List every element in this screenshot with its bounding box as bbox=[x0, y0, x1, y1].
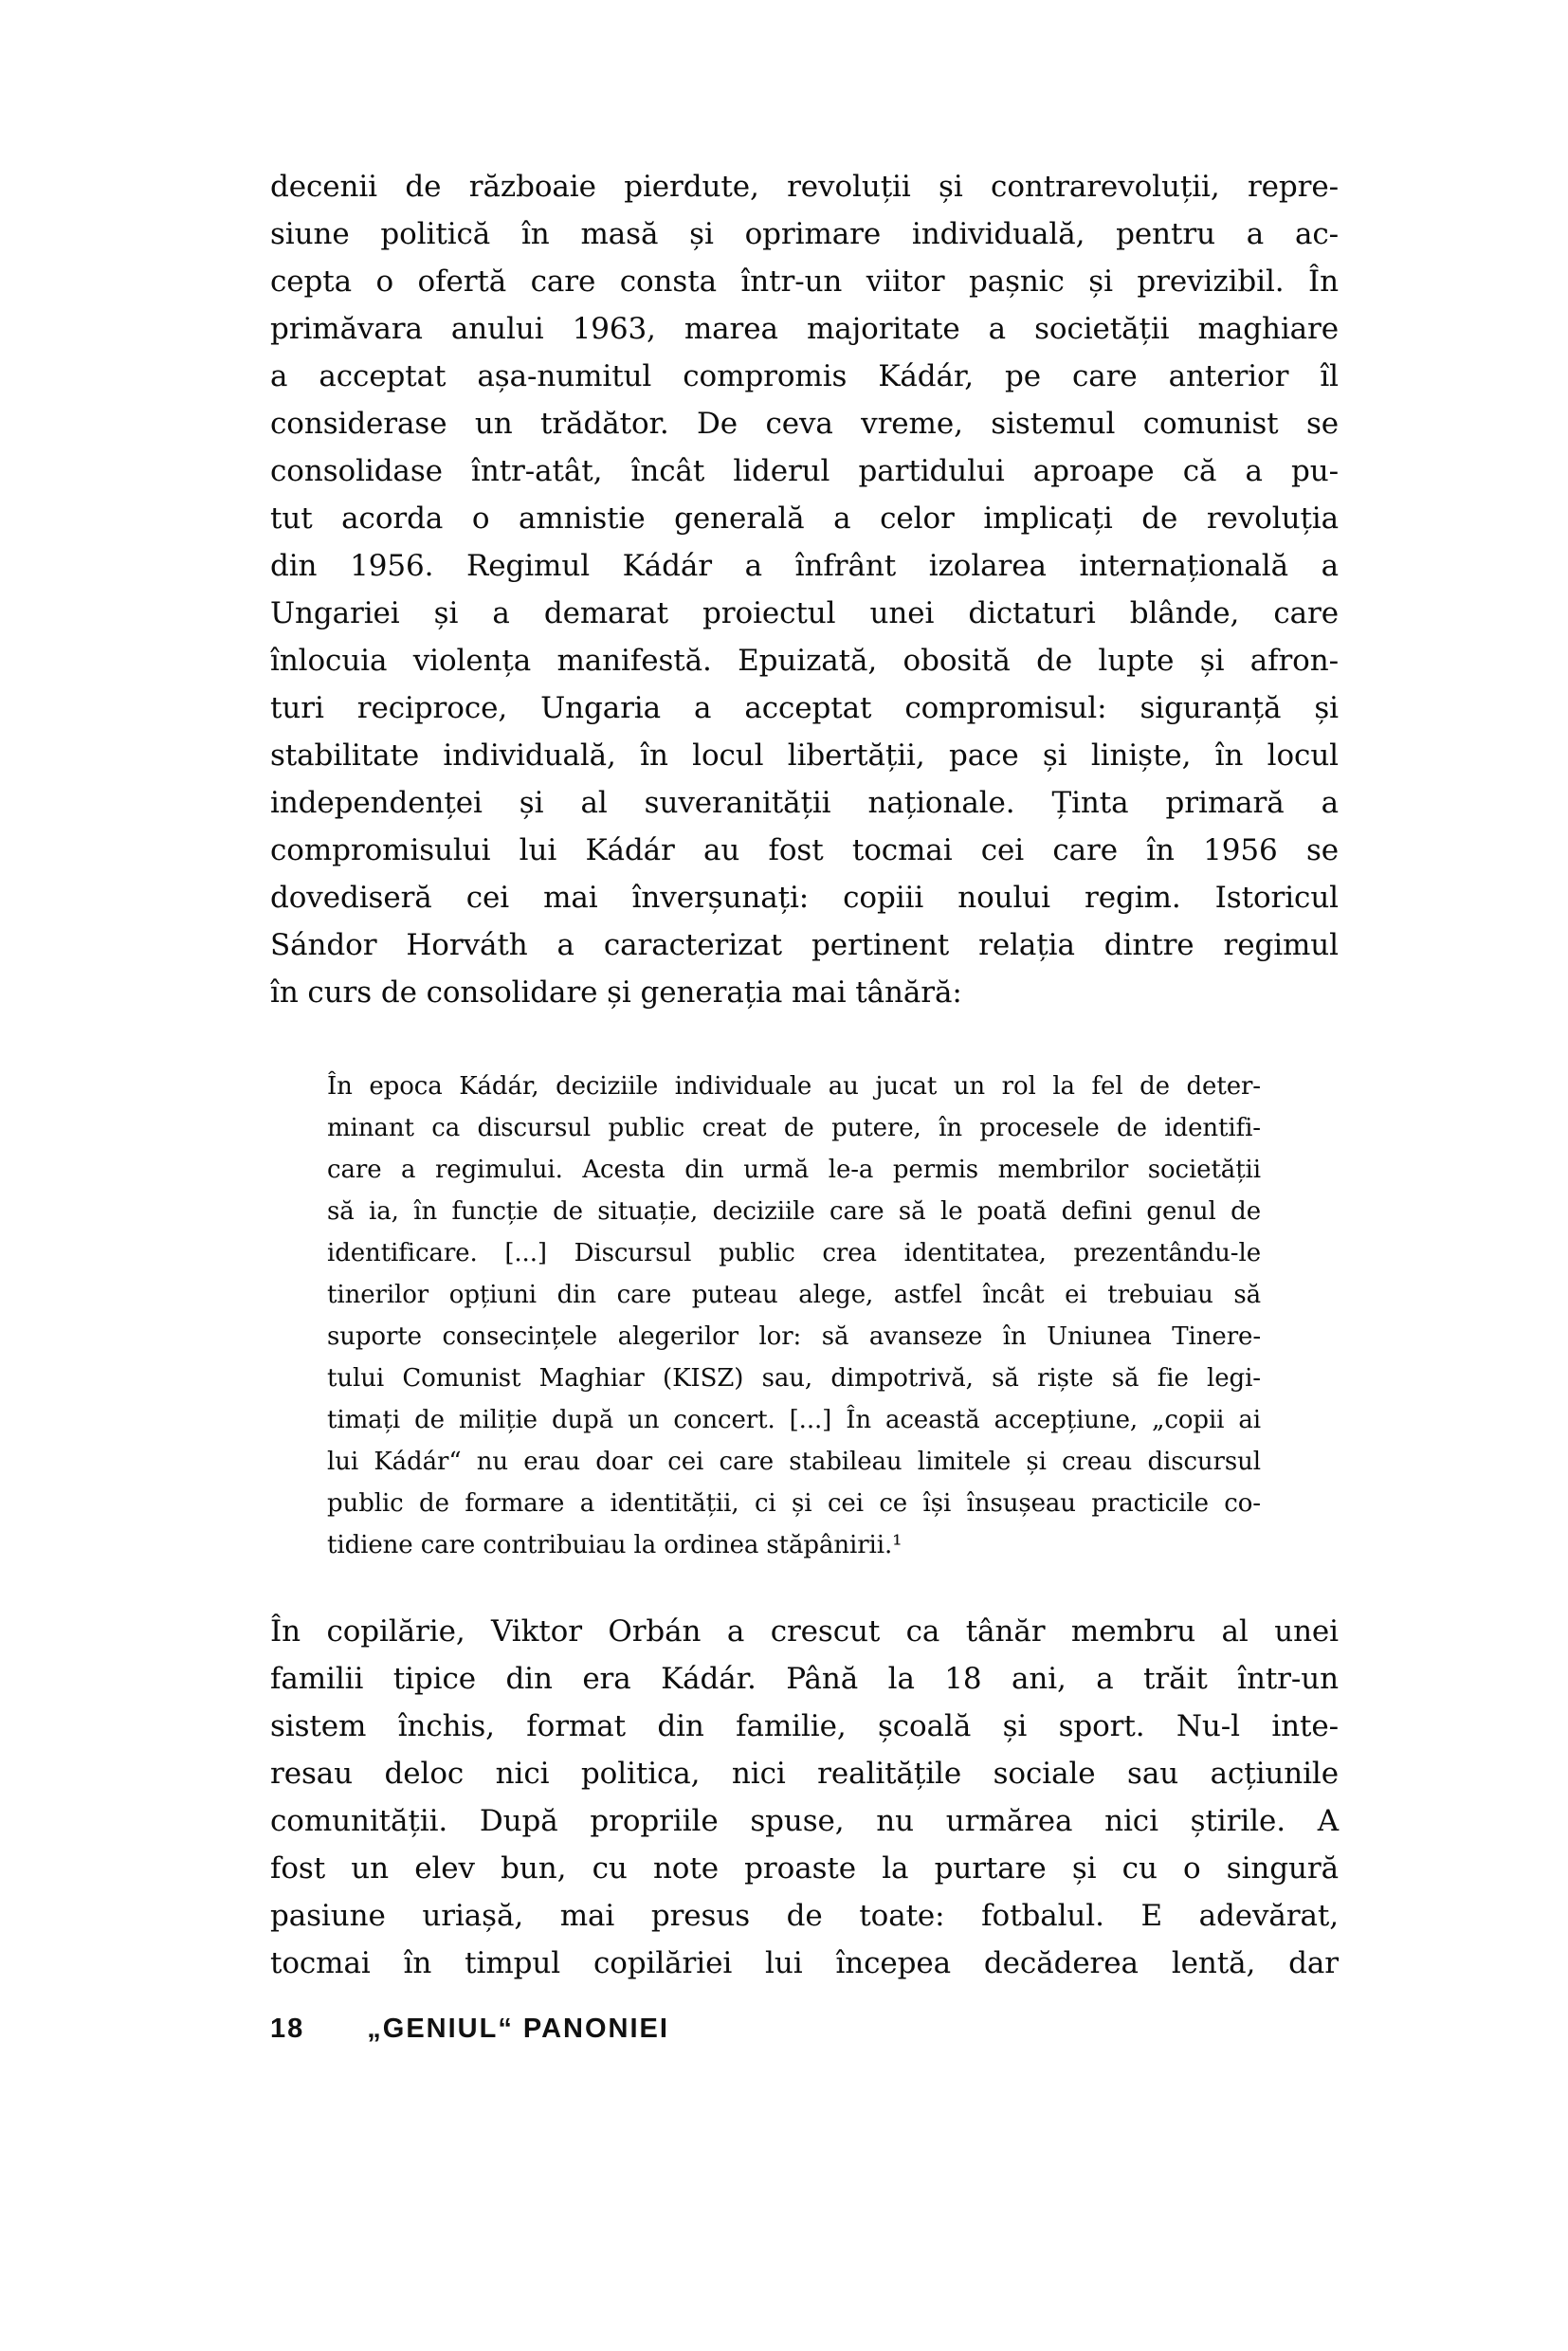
text-line: comunității. După propriile spuse, nu urmărea nici știrile. A bbox=[270, 1804, 1339, 1838]
text-line: timați de miliție după un concert. [...] În această accepțiune, „copii ai bbox=[327, 1406, 1261, 1434]
text-line: În epoca Kádár, deciziile individuale au jucat un rol la fel de deter- bbox=[327, 1072, 1261, 1101]
text-line: din 1956. Regimul Kádár a înfrânt izolarea internațională a bbox=[270, 549, 1339, 583]
text-line: identificare. [...] Discursul public crea identitatea, prezentându-le bbox=[327, 1239, 1261, 1267]
text-line: dovediseră cei mai înverșunați: copiii noului regim. Istoricul bbox=[270, 881, 1339, 915]
text-line: minant ca discursul public creat de putere, în procesele de identifi- bbox=[327, 1114, 1261, 1142]
text-line: Ungariei și a demarat proiectul unei dictaturi blânde, care bbox=[270, 596, 1339, 630]
text-line: siune politică în masă și oprimare individuală, pentru a ac- bbox=[270, 217, 1339, 251]
text-line: tului Comunist Maghiar (KISZ) sau, dimpotrivă, să riște să fie legi- bbox=[327, 1364, 1261, 1393]
text-line: primăvara anului 1963, marea majoritate a societății maghiare bbox=[270, 312, 1339, 346]
text-line: tinerilor opțiuni din care puteau alege, astfel încât ei trebuiau să bbox=[327, 1281, 1261, 1309]
text-line: turi reciproce, Ungaria a acceptat compromisul: siguranță și bbox=[270, 691, 1339, 725]
text-line: considerase un trădător. De ceva vreme, sistemul comunist se bbox=[270, 407, 1339, 441]
text-line: consolidase într-atât, încât liderul partidului aproape că a pu- bbox=[270, 454, 1339, 488]
text-line: fost un elev bun, cu note proaste la purtare și cu o singură bbox=[270, 1851, 1339, 1886]
text-line: care a regimului. Acesta din urmă le-a permis membrilor societății bbox=[327, 1156, 1261, 1184]
text-line: public de formare a identității, ci și cei ce își însușeau practicile co- bbox=[327, 1489, 1261, 1518]
text-line: a acceptat așa-numitul compromis Kádár, pe care anterior îl bbox=[270, 359, 1339, 393]
text-line: lui Kádár“ nu erau doar cei care stabileau limitele și creau discursul bbox=[327, 1448, 1261, 1476]
text-line: să ia, în funcție de situație, deciziile care să le poată defini genul de bbox=[327, 1197, 1261, 1226]
text-line: înlocuia violența manifestă. Epuizată, obosită de lupte și afron- bbox=[270, 644, 1339, 678]
page-number: 18 bbox=[270, 2014, 305, 2044]
text-line: cepta o ofertă care consta într-un viitor pașnic și previzibil. În bbox=[270, 264, 1339, 299]
text-line: Sándor Horváth a caracterizat pertinent relația dintre regimul bbox=[270, 928, 1339, 962]
page-footer bbox=[270, 2014, 669, 2045]
paragraph-1 bbox=[270, 163, 1339, 1016]
text-line: independenței și al suveranității naționale. Ținta primară a bbox=[270, 786, 1339, 820]
text-line: decenii de războaie pierdute, revoluții și contrarevoluții, repre- bbox=[270, 170, 1339, 204]
block-quote bbox=[327, 1066, 1261, 1566]
text-line: compromisului lui Kádár au fost tocmai cei care în 1956 se bbox=[270, 833, 1339, 867]
text-line: tut acorda o amnistie generală a celor implicați de revoluția bbox=[270, 501, 1339, 536]
text-line: sistem închis, format din familie, școală și sport. Nu-l inte- bbox=[270, 1709, 1339, 1743]
text-line: suporte consecințele alegerilor lor: să avanseze în Uniunea Tinere- bbox=[327, 1322, 1261, 1351]
text-line: tidiene care contribuiau la ordinea stăpânirii.¹ bbox=[327, 1531, 903, 1559]
running-title: „GENIUL“ PANONIEI bbox=[367, 2014, 669, 2044]
text-line: în curs de consolidare și generația mai tânără: bbox=[270, 975, 962, 1010]
text-line: stabilitate individuală, în locul libertății, pace și liniște, în locul bbox=[270, 738, 1339, 773]
text-line: familii tipice din era Kádár. Până la 18 ani, a trăit într-un bbox=[270, 1662, 1339, 1696]
paragraph-2 bbox=[270, 1608, 1339, 1987]
text-line: tocmai în timpul copilăriei lui începea decăderea lentă, dar bbox=[270, 1946, 1339, 1980]
text-line: În copilărie, Viktor Orbán a crescut ca tânăr membru al unei bbox=[270, 1614, 1339, 1649]
text-line: resau deloc nici politica, nici realitățile sociale sau acțiunile bbox=[270, 1757, 1339, 1791]
text-line: pasiune uriașă, mai presus de toate: fotbalul. E adevărat, bbox=[270, 1899, 1339, 1933]
